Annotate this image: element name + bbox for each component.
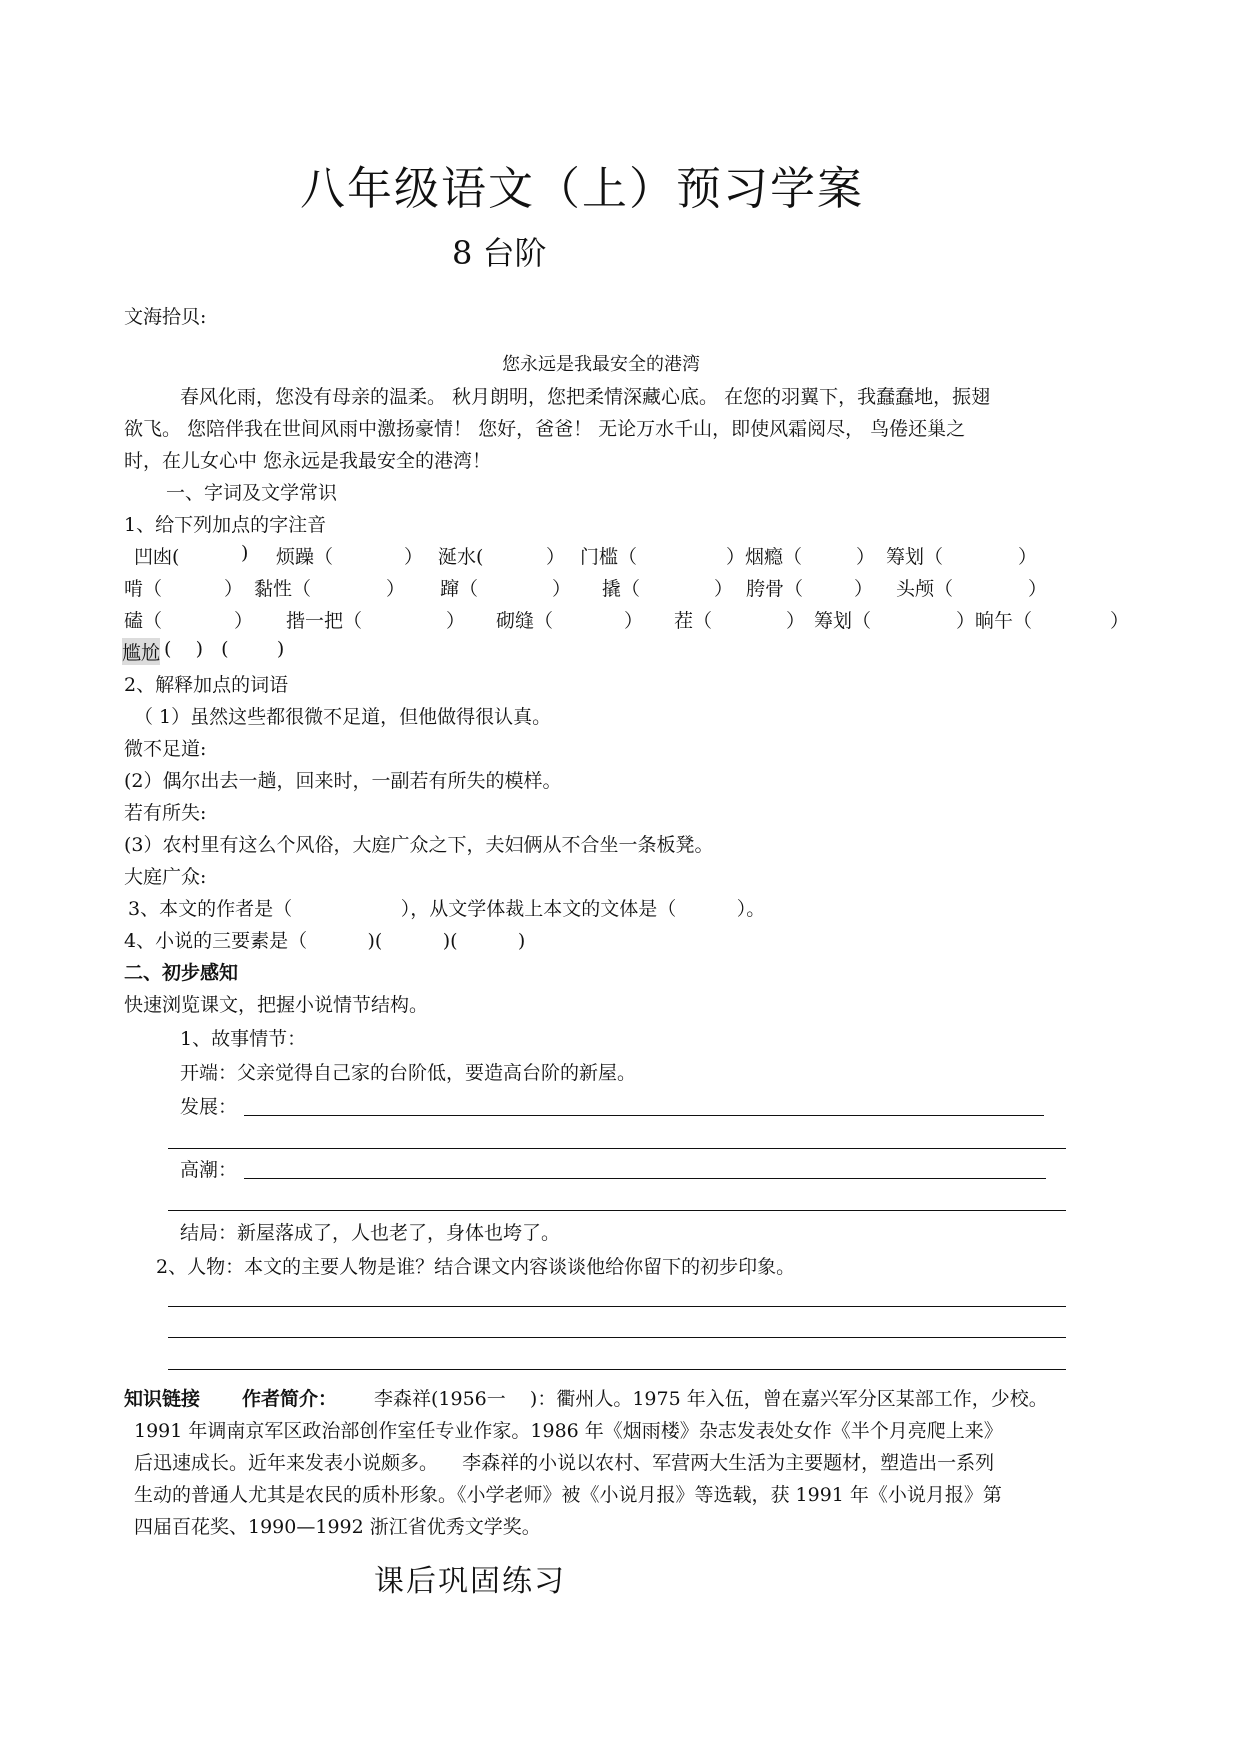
pinyin-cell: 砌缝（	[496, 610, 554, 632]
answer-line[interactable]	[168, 1210, 1066, 1211]
q1-title: 1、给下列加点的字注音	[124, 514, 327, 536]
pinyin-cell: 蹿（	[440, 578, 479, 600]
pinyin-cell: ）晌午（	[956, 610, 1033, 632]
poem-line-2: 欲飞。 您陪伴我在世间风雨中激扬豪情！ 您好，爸爸！ 无论万水千山，即使风霜阅尽， 鸟倦还巢之	[124, 418, 966, 440]
part2-heading: 二、初步感知	[124, 962, 239, 984]
section-label: 文海拾贝:	[124, 306, 207, 328]
development-label: 发展：	[180, 1096, 238, 1118]
pinyin-cell: 胯骨（	[746, 578, 804, 600]
page-title: 八年级语文（上）预习学案	[300, 162, 865, 215]
pinyin-cell: ）	[856, 546, 876, 568]
pinyin-cell: 凹凼(	[134, 546, 180, 568]
pinyin-cell: ( ) ( )	[164, 638, 285, 660]
poem-line-1: 春风化雨，您没有母亲的温柔。 秋月朗明，您把柔情深藏心底。 在您的羽翼下，我蠢蠢地，振翅	[180, 386, 991, 408]
pinyin-cell: 磕（	[124, 610, 163, 632]
q2-term-1: 微不足道:	[124, 738, 207, 760]
q3-text: 3、本文的作者是（ ），从文学体裁上本文的文体是（ ）。	[128, 898, 766, 920]
pinyin-cell: 筹划（	[814, 610, 872, 632]
plot-ending: 结局：新屋落成了，人也老了，身体也垮了。	[180, 1222, 561, 1244]
pinyin-cell: ）	[224, 578, 244, 600]
pinyin-cell: ）	[714, 578, 734, 600]
poem-line-3: 时，在儿女心中 您永远是我最安全的港湾！	[124, 450, 492, 472]
part2-intro: 快速浏览课文，把握小说情节结构。	[124, 994, 429, 1016]
author-line-4: 生动的普通人尤其是农民的质朴形象。《小学老师》被《小说月报》等选载，获 1991 年《小说月报》第	[134, 1484, 1002, 1506]
pinyin-cell: 啃（	[124, 578, 163, 600]
after-class-title: 课后巩固练习	[374, 1564, 566, 1599]
answer-line[interactable]	[168, 1148, 1066, 1149]
q4-text: 4、小说的三要素是（ )( )( )	[124, 930, 526, 952]
pinyin-cell: ）	[786, 610, 806, 632]
q2-sentence-1: （ 1）虽然这些都很微不足道，但他做得很认真。	[134, 706, 552, 728]
answer-line[interactable]	[168, 1306, 1066, 1307]
answer-line[interactable]	[168, 1337, 1066, 1338]
pinyin-cell: ）	[386, 578, 406, 600]
pinyin-cell: ）	[404, 546, 424, 568]
pinyin-cell: 撬（	[602, 578, 641, 600]
pinyin-cell: 头颅（	[896, 578, 954, 600]
pinyin-cell: ）	[854, 578, 874, 600]
q2-term-3: 大庭广众:	[124, 866, 207, 888]
answer-line[interactable]	[244, 1178, 1046, 1179]
author-line-5: 四届百花奖、1990—1992 浙江省优秀文学奖。	[134, 1516, 541, 1538]
q2-term-2: 若有所失:	[124, 802, 207, 824]
author-line-3: 后迅速成长。近年来发表小说颇多。 李森祥的小说以农村、军营两大生活为主要题材，塑造出一系列	[134, 1452, 995, 1474]
q2-sentence-3: (3）农村里有这么个风俗，大庭广众之下，夫妇俩从不合坐一条板凳。	[124, 834, 714, 856]
part1-heading: 一、字词及文学常识	[166, 482, 338, 504]
author-label: 作者简介：	[242, 1388, 338, 1410]
pinyin-cell: 门槛（	[580, 546, 638, 568]
pinyin-cell: 筹划（	[886, 546, 944, 568]
pinyin-cell: 黏性（	[254, 578, 312, 600]
author-line-2: 1991 年调南京军区政治部创作室任专业作家。1986 年《烟雨楼》杂志发表处女作《半个月亮爬上来》	[134, 1420, 1003, 1442]
pinyin-cell: 茬（	[674, 610, 713, 632]
q2-sentence-2: (2）偶尔出去一趟，回来时，一副若有所失的模样。	[124, 770, 562, 792]
pinyin-cell: ）	[1018, 546, 1038, 568]
pinyin-cell: ）烟瘾（	[726, 546, 803, 568]
pinyin-cell: ）	[1028, 578, 1048, 600]
author-line-1: 李森祥(1956一 )：衢州人。1975 年入伍，曾在嘉兴军分区某部工作，少校。	[374, 1388, 1048, 1410]
pinyin-cell: )	[241, 542, 249, 564]
pinyin-cell: ）	[234, 610, 254, 632]
answer-line[interactable]	[168, 1369, 1066, 1370]
pinyin-cell: 烦躁（	[276, 546, 334, 568]
pinyin-cell: ）	[546, 546, 566, 568]
pinyin-cell: ）	[1110, 610, 1130, 632]
plot-title: 1、故事情节：	[180, 1028, 307, 1050]
answer-line[interactable]	[244, 1115, 1044, 1116]
plot-beginning: 开端：父亲觉得自己家的台阶低，要造高台阶的新屋。	[180, 1062, 637, 1084]
q2-title: 2、解释加点的词语	[124, 674, 289, 696]
pinyin-cell: ）	[552, 578, 572, 600]
character-question: 2、人物：本文的主要人物是谁？结合课文内容谈谈他给你留下的初步印象。	[156, 1256, 796, 1278]
poem-title: 您永远是我最安全的港湾	[502, 354, 700, 375]
pinyin-cell: ）	[446, 610, 466, 632]
pinyin-cell: ）	[624, 610, 644, 632]
pinyin-cell: 涎水(	[438, 546, 484, 568]
lesson-title: 8 台阶	[452, 234, 547, 272]
climax-label: 高潮：	[180, 1159, 238, 1181]
highlighted-word: 尴尬	[122, 638, 160, 665]
pinyin-cell: 揩一把（	[286, 610, 363, 632]
knowledge-label: 知识链接	[124, 1388, 201, 1410]
